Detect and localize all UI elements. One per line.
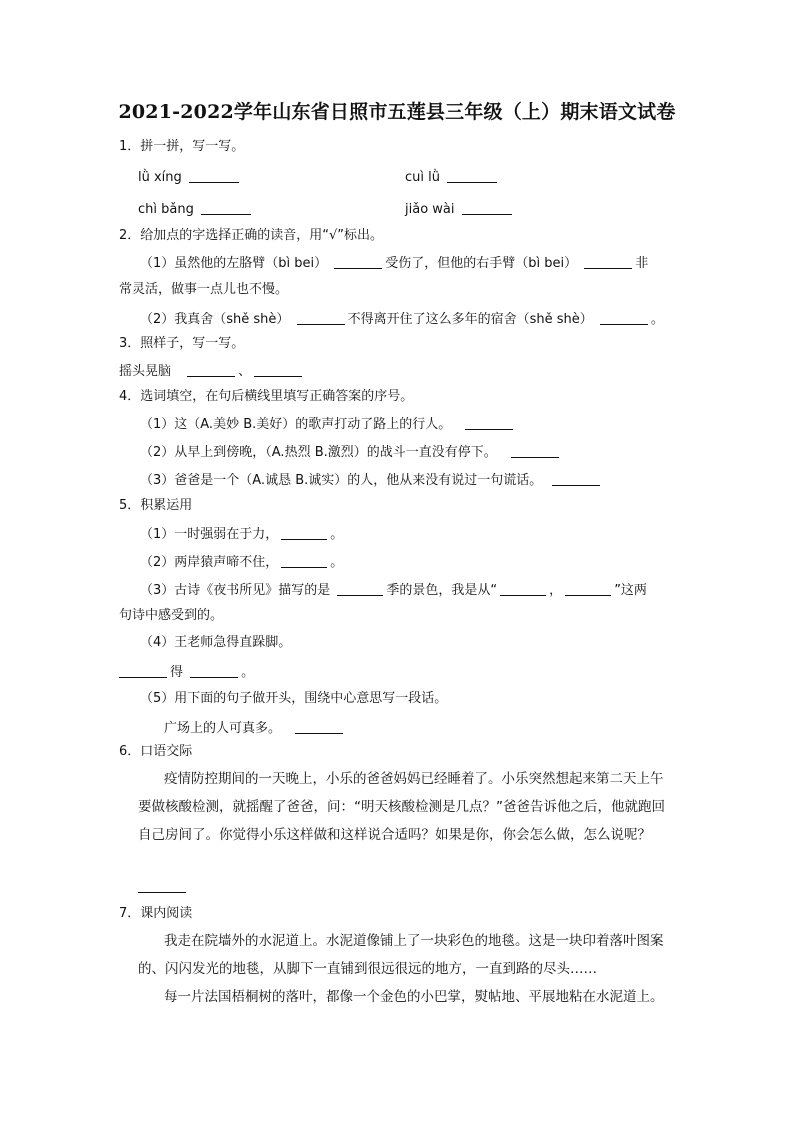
- sentence-text: ”这两: [614, 583, 647, 598]
- q6-passage: 疫情防控期间的一天晚上，小乐的爸爸妈妈已经睡着了。小乐突然想起来第二天上午要做核酸检测，就摇醒了爸爸，问：“明天核酸检测是几点？”爸爸告诉他之后，他就跑回自己房间了。你觉得小乐这样做和这样说合适吗？如果是你，你会怎么做，怎么说呢？: [138, 771, 665, 843]
- q3-stem: 3．照样子，写一写。: [119, 336, 245, 351]
- q6-answer: [138, 876, 189, 898]
- sentence-text: （2）从早上到傍晚，（A.热烈 B.激烈）的战斗一直没有停下。: [140, 445, 497, 460]
- answer-blank[interactable]: [281, 525, 327, 540]
- q7-stem: 7．课内阅读: [119, 906, 193, 921]
- q1-item: [405, 166, 500, 188]
- answer-blank[interactable]: [334, 254, 382, 269]
- sentence-text: 受伤了，但他的右手臂（bì bei）: [385, 256, 578, 271]
- q2-stem: 2．给加点的字选择正确的读音，用“√”标出。: [119, 228, 384, 243]
- q2-sentence-1-cont: 常灵活，做事一点儿也不慢。: [119, 282, 289, 297]
- answer-blank[interactable]: [254, 362, 302, 377]
- sentence-text: （2）我真舍（shě shè）: [140, 312, 290, 327]
- q4-stem: 4．选词填空，在句后横线里填写正确答案的序号。: [119, 389, 414, 404]
- answer-blank[interactable]: [187, 362, 235, 377]
- q5-item-4-answer: [119, 661, 254, 683]
- q5-item-3: [140, 579, 647, 601]
- answer-blank[interactable]: [337, 581, 383, 596]
- q1-item: [405, 198, 515, 220]
- answer-blank[interactable]: [552, 471, 600, 486]
- sentence-text: （1）一时强弱在于力，: [140, 527, 279, 542]
- q5-item-5: （5）用下面的句子做开头，围绕中心意思写一段话。: [140, 691, 448, 706]
- q4-item-1: [140, 413, 516, 435]
- answer-blank[interactable]: [462, 200, 512, 215]
- sentence-text: （1）这（A.美妙 B.美好）的歌声打动了路上的行人。: [140, 417, 452, 432]
- exam-title: 2021-2022学年山东省日照市五莲县三年级（上）期末语文试卷: [118, 101, 676, 123]
- q6-stem: 6．口语交际: [119, 744, 193, 759]
- sentence-text: 非: [635, 256, 649, 271]
- pinyin-label: cuì lǜ: [405, 170, 440, 185]
- sentence-text: 季的景色，我是从“: [386, 583, 498, 598]
- answer-blank[interactable]: [447, 168, 497, 183]
- q7-paragraph-1: 我走在院墙外的水泥道上。水泥道像铺上了一块彩色的地毯。这是一块印着落叶图案的、闪闪发光的地毯，从脚下一直铺到很远很远的地方，一直到路的尽头……: [138, 933, 664, 977]
- q2-sentence-2: [140, 308, 664, 330]
- answer-blank[interactable]: [295, 719, 343, 734]
- answer-blank[interactable]: [565, 581, 611, 596]
- q3-example: [119, 360, 305, 382]
- pinyin-label: lǜ xíng: [138, 170, 182, 185]
- answer-blank[interactable]: [201, 200, 251, 215]
- answer-blank[interactable]: [138, 878, 186, 893]
- q4-item-3: [140, 469, 603, 491]
- q5-item-2: [140, 551, 343, 573]
- q1-item: [138, 166, 242, 188]
- q7-paragraph-2: 每一片法国梧桐树的落叶，都像一个金色的小巴掌，熨帖地、平展地粘在水泥道上。: [164, 989, 664, 1005]
- answer-blank[interactable]: [190, 663, 238, 678]
- sentence-text: 。: [330, 527, 344, 542]
- answer-blank[interactable]: [189, 168, 239, 183]
- answer-blank[interactable]: [119, 663, 167, 678]
- sentence-text: （1）虽然他的左胳臂（bì bei）: [140, 256, 328, 271]
- example-word: 摇头晃脑: [119, 364, 172, 379]
- q5-stem: 5．积累运用: [119, 498, 193, 513]
- answer-blank[interactable]: [584, 254, 632, 269]
- q5-item-5-start: [164, 717, 346, 739]
- pinyin-label: chì bǎng: [138, 202, 194, 217]
- q1-stem: 1．拼一拼，写一写。: [119, 139, 245, 154]
- q5-item-3-cont: 句诗中感受到的。: [119, 608, 224, 623]
- sentence-text: 不得离开住了这么多年的宿舍（shě shè）: [347, 312, 593, 327]
- q2-sentence-1: [140, 252, 648, 274]
- sentence-text: 。: [330, 555, 344, 570]
- answer-blank[interactable]: [600, 310, 648, 325]
- answer-blank[interactable]: [500, 581, 546, 596]
- sentence-text: 。: [241, 665, 255, 680]
- sentence-text: ，: [549, 583, 563, 598]
- answer-blank[interactable]: [511, 443, 559, 458]
- sentence-text: （3）爸爸是一个（A.诚恳 B.诚实）的人，他从来没有说过一句谎话。: [140, 473, 543, 488]
- answer-blank[interactable]: [281, 553, 327, 568]
- sentence-text: （3）古诗《夜书所见》描写的是: [140, 583, 331, 598]
- sentence-text: 广场上的人可真多。: [164, 721, 282, 736]
- sentence-text: 。: [650, 312, 664, 327]
- answer-blank[interactable]: [297, 310, 345, 325]
- separator: 、: [238, 364, 252, 379]
- sentence-text: （2）两岸猿声啼不住，: [140, 555, 279, 570]
- answer-blank[interactable]: [465, 415, 513, 430]
- q4-item-2: [140, 441, 562, 463]
- sentence-text: 得: [170, 665, 184, 680]
- q5-item-4: （4）王老师急得直跺脚。: [140, 635, 292, 650]
- q1-item: [138, 198, 254, 220]
- pinyin-label: jiǎo wài: [405, 202, 455, 217]
- q5-item-1: [140, 523, 343, 545]
